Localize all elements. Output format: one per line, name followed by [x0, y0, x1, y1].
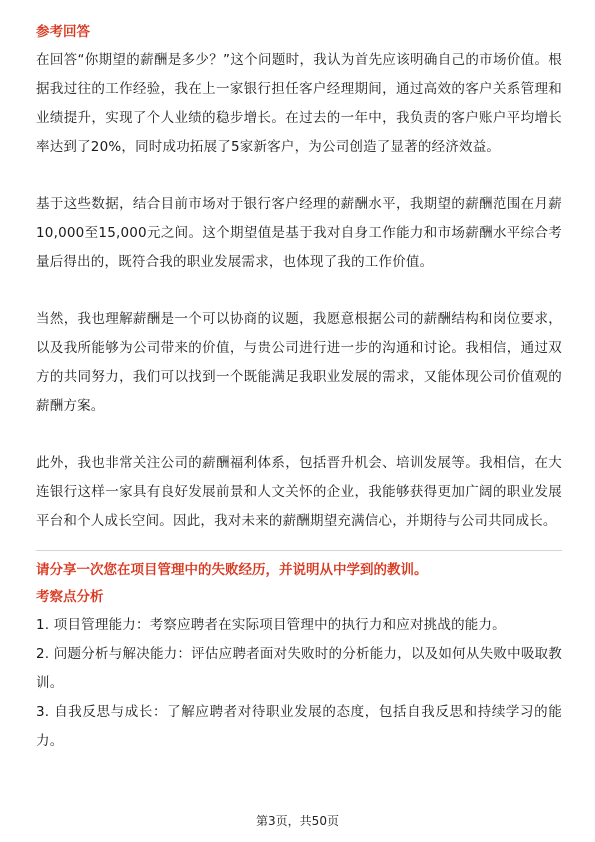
section-divider	[36, 550, 562, 551]
paragraph-spacer	[36, 162, 562, 190]
analysis-heading: 考察点分析	[36, 589, 104, 605]
analysis-item-3: 3. 自我反思与成长：了解应聘者对待职业发展的态度，包括自我反思和持续学习的能力。	[36, 704, 562, 749]
answer-paragraph-4: 此外，我也非常关注公司的薪酬福利体系，包括晋升机会、培训发展等。我相信，在大连银行这样一家具有良好发展前景和人文关怀的企业，我能够获得更加广阔的职业发展平台和个人成长空间。因此，我对未来的薪酬期望充满信心，并期待与公司共同成长。	[36, 455, 562, 529]
analysis-item-2: 2. 问题分析与解决能力：评估应聘者面对失败时的分析能力，以及如何从失败中吸取教训。	[36, 646, 562, 691]
page-number: 第3页，共50页	[256, 814, 339, 828]
answer-paragraph-2: 基于这些数据，结合目前市场对于银行客户经理的薪酬水平，我期望的薪酬范围在月薪10,000至15,000元之间。这个期望值是基于我对自身工作能力和市场薪酬水平综合考量后得出的，既符合我的职业发展需求，也体现了我的工作价值。	[36, 196, 562, 270]
answer-paragraph-1: 在回答“你期望的薪酬是多少？”这个问题时，我认为首先应该明确自己的市场价值。根据我过往的工作经验，我在上一家银行担任客户经理期间，通过高效的客户关系管理和业绩提升，实现了个人业绩的稳步增长。在过去的一年中，我负责的客户账户平均增长率达到了20%，同时成功拓展了5家新客户，为公司创造了显著的经济效益。	[36, 52, 562, 155]
question-title: 请分享一次您在项目管理中的失败经历，并说明从中学到的教训。	[36, 562, 428, 578]
answer-paragraph-3: 当然，我也理解薪酬是一个可以协商的议题，我愿意根据公司的薪酬结构和岗位要求，以及我所能够为公司带来的价值，与贵公司进行进一步的沟通和讨论。我相信，通过双方的共同努力，我们可以找到一个既能满足我职业发展的需求，又能体现公司价值观的薪酬方案。	[36, 311, 562, 414]
paragraph-spacer	[36, 277, 562, 305]
paragraph-spacer	[36, 421, 562, 449]
document-page	[36, 22, 562, 756]
answer-heading: 参考回答	[36, 24, 90, 40]
analysis-item-1: 1. 项目管理能力：考察应聘者在实际项目管理中的执行力和应对挑战的能力。	[36, 617, 506, 633]
